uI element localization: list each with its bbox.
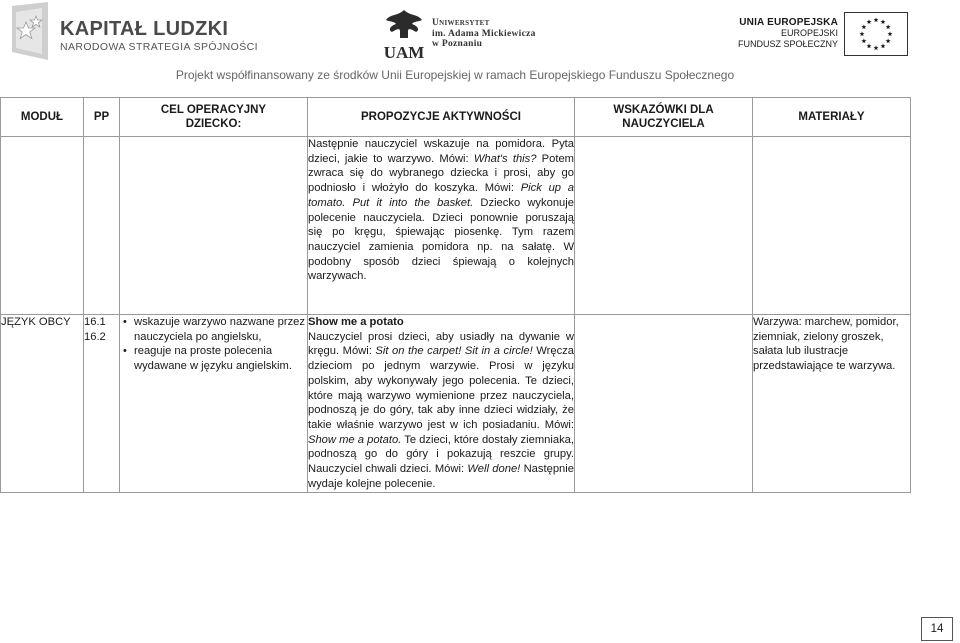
row2-cel-list (120, 315, 307, 374)
eu-star-icon (881, 44, 886, 49)
text-run: Następnie nauczyciel wskazuje na pomidora. Pyta dzieci, jakie to warzywo. Mówi: (308, 138, 574, 165)
project-funding-line: Projekt współfinansowany ze środków Unii Europejskiej w ramach Europejskiego Funduszu Społecznego (175, 68, 735, 82)
eu-fund-label-line1: EUROPEJSKI (780, 28, 838, 38)
header-wskazowki: WSKAZÓWKI DLA NAUCZYCIELA (575, 98, 753, 137)
kapital-ludzki-subtitle: NARODOWA STRATEGIA SPÓJNOŚCI (60, 41, 258, 53)
kapital-ludzki-title: KAPITAŁ LUDZKI (60, 18, 229, 40)
text-run: Dziecko wykonuje polecenie nauczyciela. Dzieci ponownie poruszają się po kręgu, śpiewając piosenkę. Tym razem nauczyciel zamienia pomidora np. na sałatę. W podobny sposób dzieci śpiewają o kolejnych warzywach. (308, 196, 574, 283)
eu-star-icon (874, 17, 879, 22)
eu-star-icon (881, 19, 886, 24)
italic-phrase: Sit on the carpet! Sit in a circle! (375, 345, 533, 358)
row1-cel-cell (120, 137, 308, 315)
text-run: Nauczyciel prosi dzieci, aby usiadły na dywanie w kręgu. Mówi: (308, 330, 574, 358)
italic-phrase: Well done! (467, 463, 521, 476)
eu-star-icon (861, 38, 866, 43)
italic-phrase: Pick up a tomato. Put it into the basket. (308, 182, 574, 209)
text-run: Wręcza dzieciom po jednym warzywie. Prosi w języku polskim, aby wykonywały jego polecenia. Te dzieci, które mają warzywo wymienione przez nauczyciela, podnoszą je do góry, tak aby inne dzieci widziały, że takie właśnie warzywo jest w ich posiadaniu. Mówi: (308, 345, 574, 431)
eu-union-label: UNIA EUROPEJSKA (739, 17, 838, 28)
row2-materialy-cell (753, 315, 911, 493)
lesson-plan-table (0, 97, 911, 493)
row2-cel-cell (120, 315, 308, 493)
list-item: • wskazuje warzywo nazwane przez nauczyciela po angielsku, (134, 315, 307, 344)
header-cel-line2: DZIECKO: (185, 118, 242, 130)
row2-modul-text: JĘZYK OBCY (1, 316, 71, 328)
header-propozycje: PROPOZYCJE AKTYWNOŚCI (308, 98, 575, 137)
row1-pp-cell (84, 137, 120, 315)
header-pp: PP (84, 98, 120, 137)
kapital-ludzki-emblem (8, 2, 56, 60)
header-cel-line1: CEL OPERACYJNY (160, 104, 267, 116)
row1-materialy-cell (753, 137, 911, 315)
text-run: Następnie wydaje kolejne polecenie. (308, 463, 574, 490)
row2-pp-value: 16.1 (84, 316, 106, 328)
eu-star-icon (861, 24, 866, 29)
table-row (1, 315, 911, 493)
uam-crest-icon (380, 8, 428, 60)
eu-fund-label-line2: FUNDUSZ SPOŁECZNY (737, 39, 838, 49)
row1-propozycje-cell (308, 137, 575, 315)
italic-phrase: What's this? (473, 152, 537, 165)
page-number: 14 (921, 617, 953, 641)
uam-name-line1: Uniwersytet (432, 18, 490, 28)
activity-title: Show me a potato (308, 316, 404, 328)
row2-propozycje-cell (308, 315, 575, 493)
row2-pp-cell (84, 315, 120, 493)
text-run: Te dzieci, które dostały ziemniaka, podnoszą go do góry i pokazują reszcie grupy. Nauczyciel chwali dzieci. Mówi: (308, 433, 574, 476)
eu-star-icon (867, 44, 872, 49)
eu-star-icon (874, 45, 879, 50)
italic-phrase: Show me a potato. (308, 433, 402, 446)
row2-wskazowki-cell (575, 315, 753, 493)
uam-name-line3: w Poznaniu (432, 39, 483, 49)
header-materialy: MATERIAŁY (753, 98, 911, 137)
eu-star-icon (886, 38, 891, 43)
eu-star-icon (886, 24, 891, 29)
uam-name-line2: im. Adama Mickiewicza (432, 28, 536, 39)
list-item: • reaguje na proste polecenia wydawane w języku angielskim. (134, 344, 307, 373)
eu-star-icon (867, 19, 872, 24)
svg-text:UAM: UAM (383, 43, 425, 60)
text-run: Potem zwraca się do wybranego dziecka i prosi, aby go podniosło i włożyło do koszyka. Mówi: (308, 152, 574, 195)
row2-propozycje-text (308, 330, 574, 492)
header-modul: MODUŁ (1, 98, 84, 137)
row2-materialy-text: Warzywa: marchew, pomidor, ziemniak, zielony groszek, sałata lub ilustracje przedstawiające te warzywa. (753, 316, 899, 373)
table-header-row (1, 98, 911, 137)
row1-modul-cell (1, 137, 84, 315)
row1-propozycje-text (308, 137, 574, 284)
row1-wskazowki-cell (575, 137, 753, 315)
table-row (1, 137, 911, 315)
eu-flag-icon (844, 12, 908, 56)
row2-modul-cell (1, 315, 84, 493)
eu-star-icon (860, 31, 865, 36)
eu-star-icon (888, 31, 893, 36)
header-cel-operacyjny (120, 98, 308, 137)
row2-pp-value: 16.2 (84, 330, 106, 343)
